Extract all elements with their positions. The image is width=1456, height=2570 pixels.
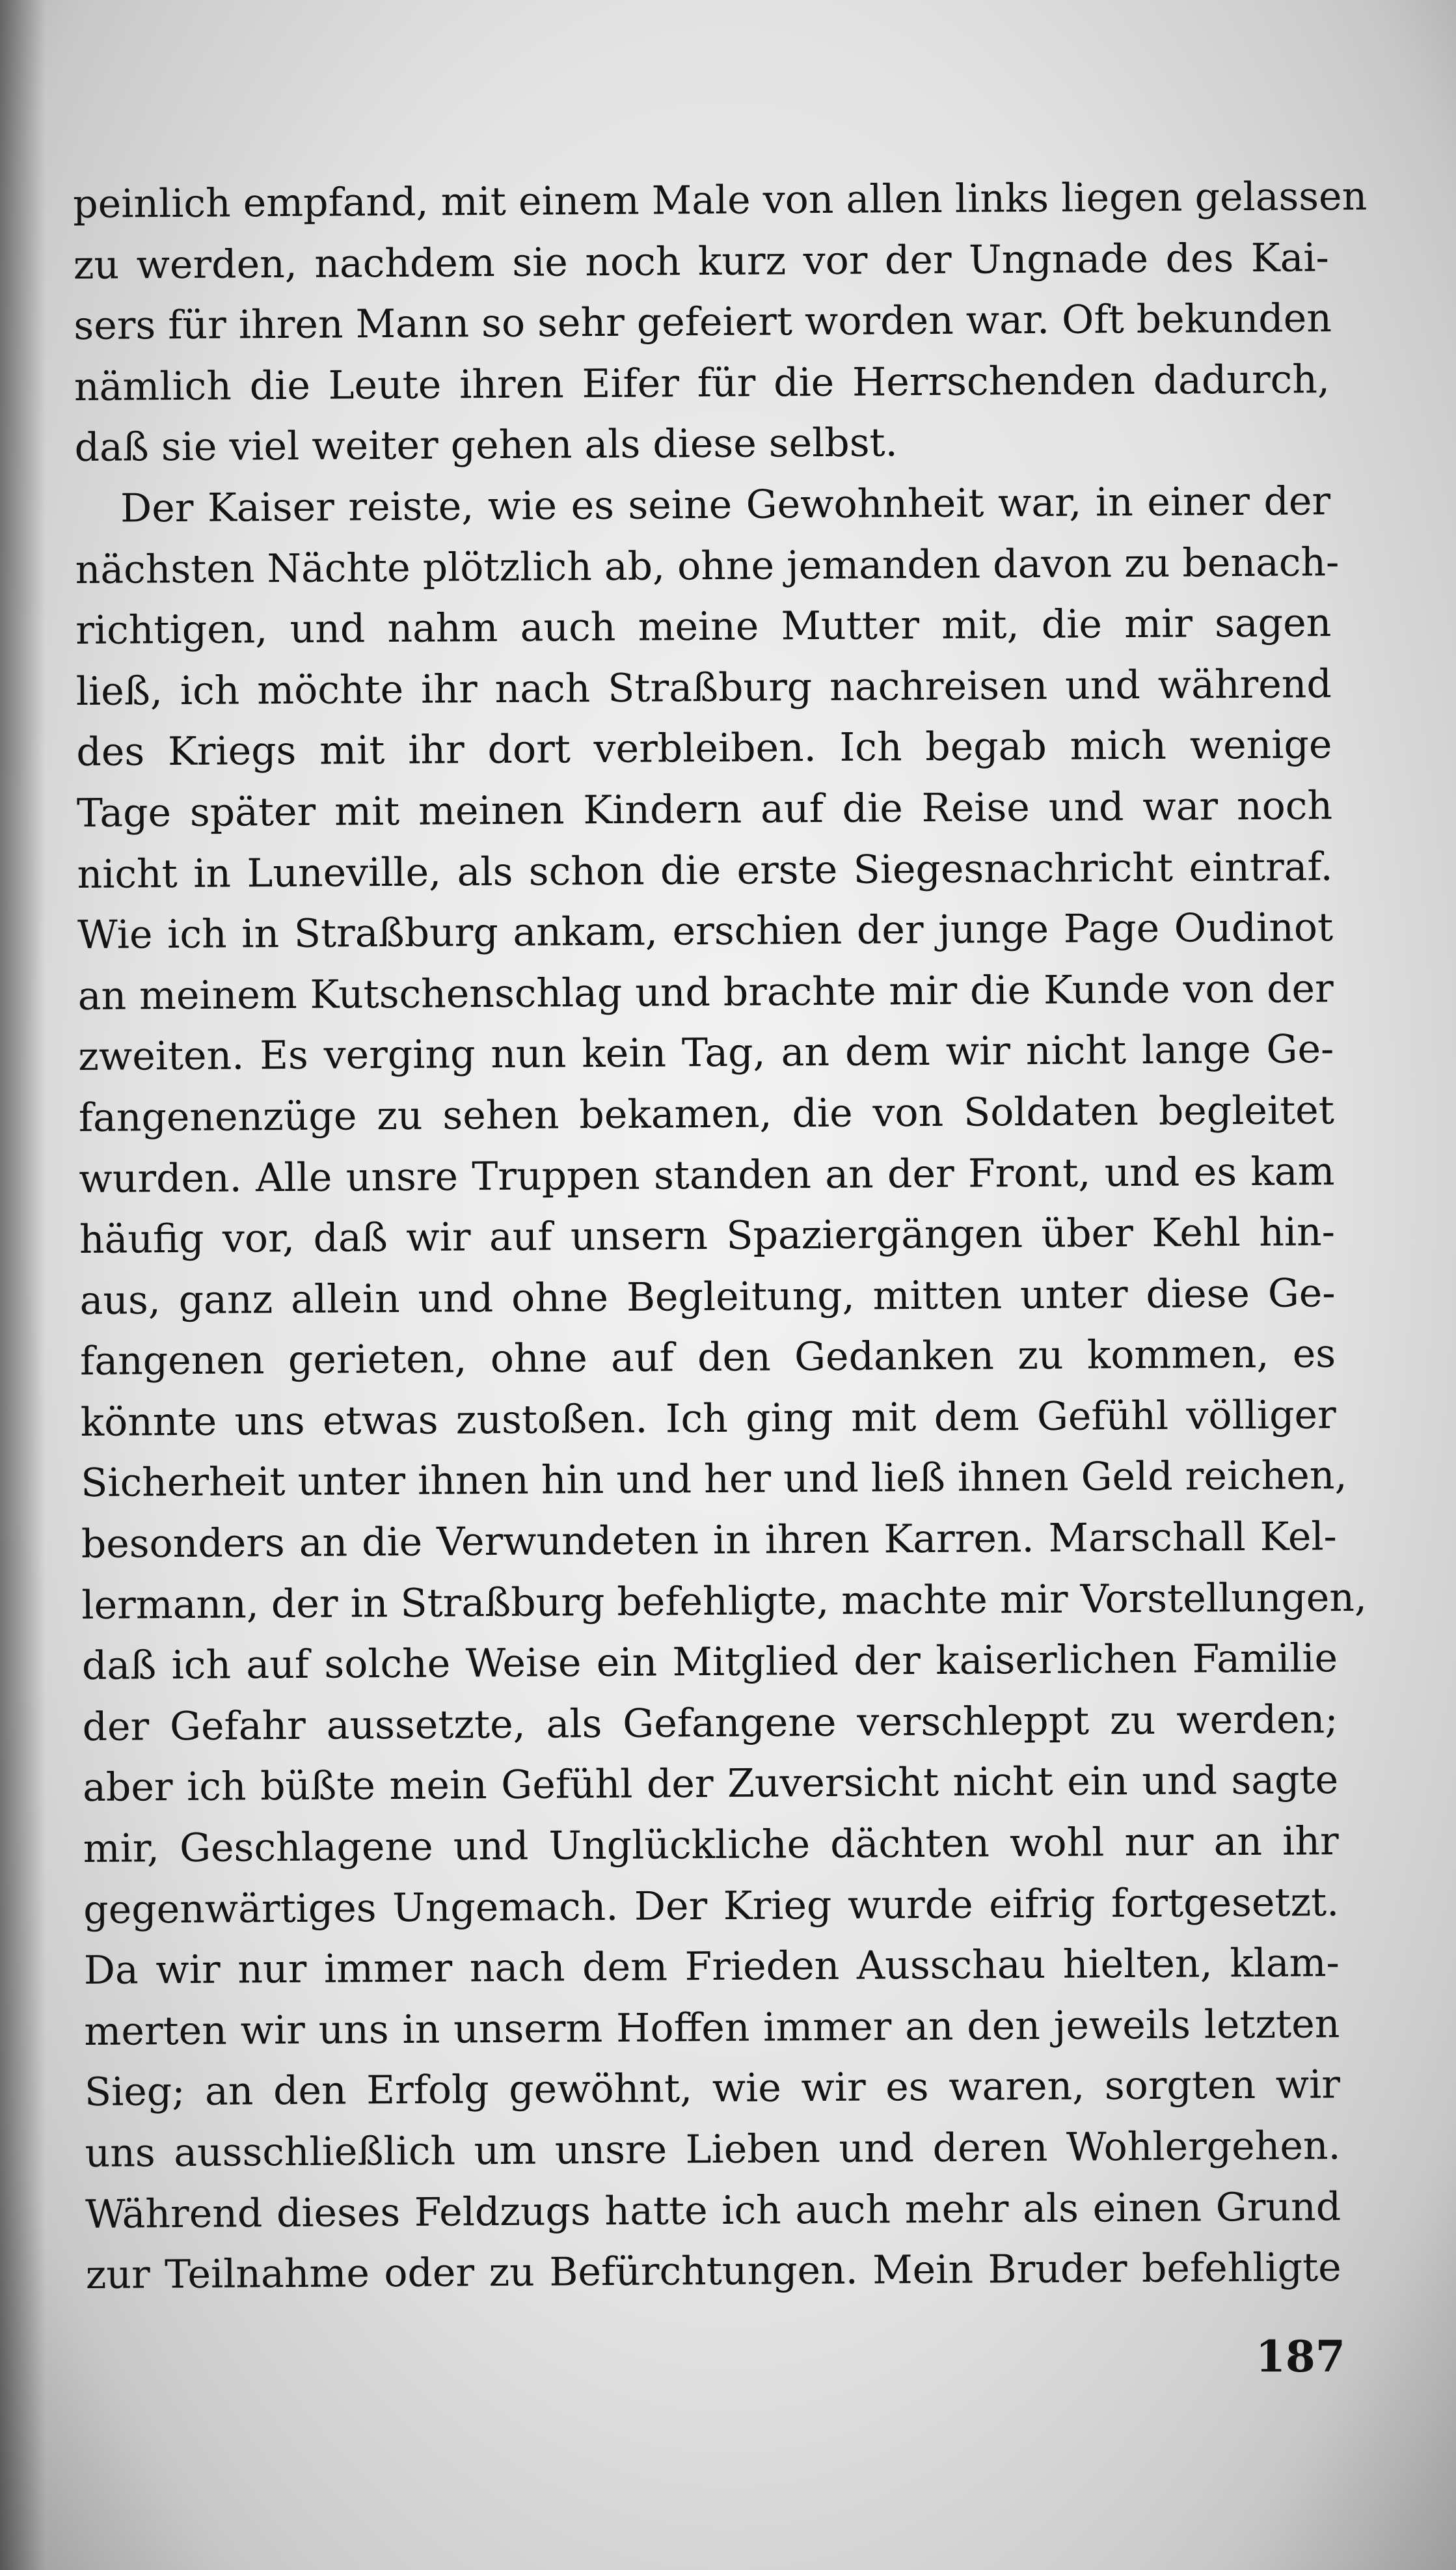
text-line: fangenenzüge zu sehen bekamen, die von Soldaten begleitet (78, 1087, 1335, 1141)
text-line: mir, Geschlagene und Unglückliche dächten wohl nur an ihr (83, 1818, 1339, 1872)
text-line: Wie ich in Straßburg ankam, erschien der junge Page Oudinot (77, 905, 1334, 959)
text-line: Sieg; an den Erfolg gewöhnt, wie wir es waren, sorgten wir (84, 2062, 1341, 2116)
text-line: nächsten Nächte plötzlich ab, ohne jemanden davon zu benach- (75, 539, 1340, 593)
text-line: besonders an die Verwundeten in ihren Karren. Marschall Kel- (81, 1514, 1338, 1568)
text-line: Der Kaiser reiste, wie es seine Gewohnheit war, in einer der (120, 478, 1331, 532)
text-line: zweiten. Es verging nun kein Tag, an dem wir nicht lange Ge- (78, 1026, 1334, 1080)
text-line: aus, ganz allein und ohne Begleitung, mitten unter diese Ge- (79, 1270, 1336, 1324)
page-number: 187 (1256, 2331, 1345, 2382)
text-line: nämlich die Leute ihren Eifer für die Herrschenden dadurch, (74, 356, 1330, 410)
text-line: der Gefahr aussetzte, als Gefangene verschleppt zu werden; (82, 1697, 1338, 1750)
text-line: peinlich empfand, mit einem Male von allen links liegen gelassen (73, 173, 1368, 227)
text-line: uns ausschließlich um unsre Lieben und deren Wohlergehen. (85, 2123, 1341, 2176)
text-line: Tage später mit meinen Kindern auf die Reise und war noch (76, 783, 1333, 836)
text-line: Sicherheit unter ihnen hin und her und ließ ihnen Geld reichen, (81, 1453, 1347, 1507)
text-line: fangenen gerieten, ohne auf den Gedanken zu kommen, es (79, 1331, 1336, 1385)
text-line: könnte uns etwas zustoßen. Ich ging mit dem Gefühl völliger (80, 1392, 1336, 1445)
text-line: häufig vor, daß wir auf unsern Spaziergängen über Kehl hin- (79, 1209, 1336, 1263)
text-line: nicht in Luneville, als schon die erste Siegesnachricht eintraf. (77, 843, 1333, 897)
text-line: ließ, ich möchte ihr nach Straßburg nachreisen und während (75, 661, 1332, 715)
text-line: merten wir uns in unserm Hoffen immer an den jeweils letzten (84, 2001, 1340, 2055)
text-line: des Kriegs mit ihr dort verbleiben. Ich begab mich wenige (76, 722, 1332, 776)
text-line: richtigen, und nahm auch meine Mutter mit, die mir sagen (75, 600, 1332, 654)
text-line: lermann, der in Straßburg befehligte, machte mir Vorstellungen, (81, 1574, 1368, 1628)
text-line: sers für ihren Mann so sehr gefeiert worden war. Oft bekunden (74, 295, 1332, 349)
text-line: aber ich büßte mein Gefühl der Zuversicht nicht ein und sagte (82, 1757, 1339, 1811)
text-line: zur Teilnahme oder zu Befürchtungen. Mein Bruder befehligte (85, 2245, 1341, 2299)
text-line: daß ich auf solche Weise ein Mitglied der kaiserlichen Familie (81, 1635, 1338, 1689)
spine-shadow (0, 0, 46, 2570)
text-line: wurden. Alle unsre Truppen standen an der Front, und es kam (79, 1148, 1335, 1202)
text-line: Während dieses Feldzugs hatte ich auch mehr als einen Grund (85, 2183, 1341, 2237)
text-line: gegenwärtiges Ungemach. Der Krieg wurde eifrig fortgesetzt. (83, 1879, 1340, 1933)
body-text (73, 167, 1368, 2306)
text-line: daß sie viel weiter gehen als diese selbst. (74, 420, 898, 471)
text-line: an meinem Kutschenschlag und brachte mir die Kunde von der (77, 965, 1334, 1019)
text-line: Da wir nur immer nach dem Frieden Ausschau hielten, klam- (83, 1940, 1340, 1994)
text-line: zu werden, nachdem sie noch kurz vor der Ungnade des Kai- (73, 234, 1330, 288)
